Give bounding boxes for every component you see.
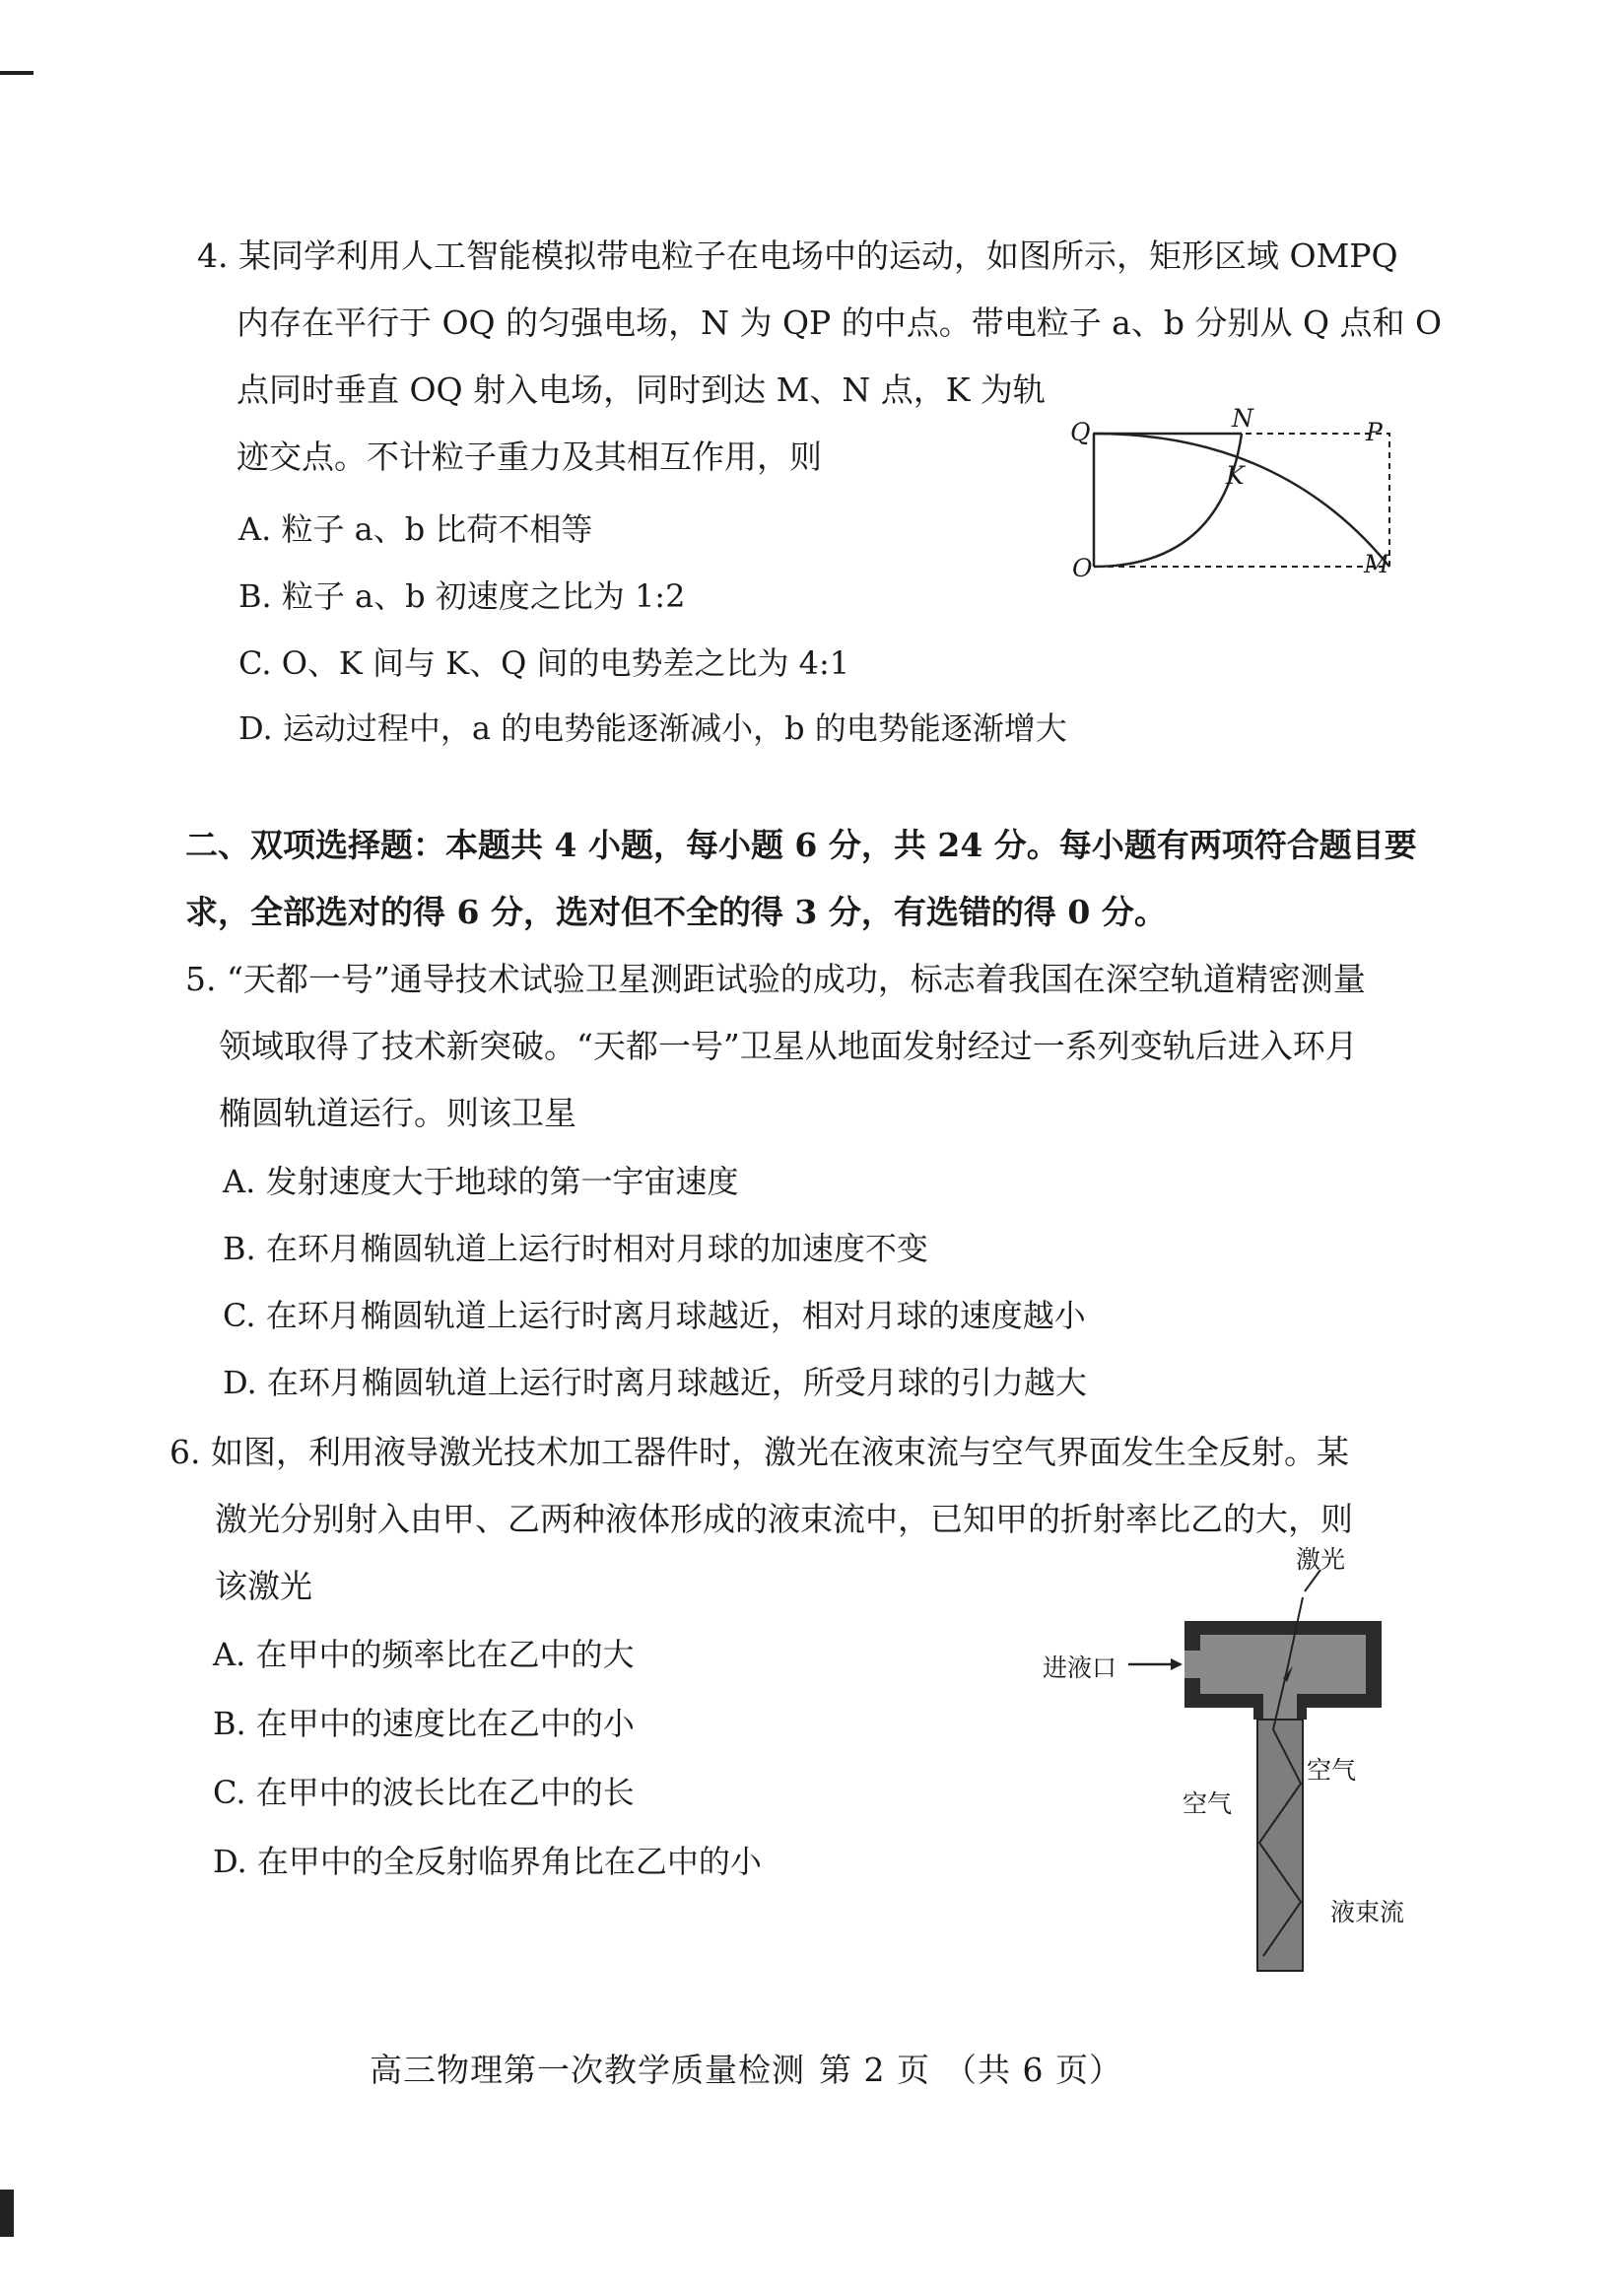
q4-option-d: D. 运动过程中，a 的电势能逐渐减小，b 的电势能逐渐增大 bbox=[238, 709, 1067, 747]
q4-option-a: A. 粒子 a、b 比荷不相等 bbox=[238, 510, 593, 548]
footer-title: 高三物理第一次教学质量检测 bbox=[370, 2051, 805, 2089]
q6-figure bbox=[1035, 1545, 1449, 1986]
q6-line-3: 该激光 bbox=[215, 1567, 312, 1605]
q5-option-a: A. 发射速度大于地球的第一宇宙速度 bbox=[223, 1163, 739, 1200]
label-laser: 激光 bbox=[1296, 1545, 1346, 1574]
q5-option-b: B. 在环月椭圆轨道上运行时相对月球的加速度不变 bbox=[223, 1230, 928, 1267]
q6-option-a: A. 在甲中的频率比在乙中的大 bbox=[213, 1636, 635, 1673]
label-q: Q bbox=[1070, 418, 1091, 446]
q4-figure bbox=[1064, 404, 1399, 581]
label-o: O bbox=[1072, 554, 1093, 582]
footer-total: （共 6 页） bbox=[943, 2051, 1122, 2089]
label-p: P bbox=[1366, 418, 1383, 446]
q6-option-c: C. 在甲中的波长比在乙中的长 bbox=[213, 1774, 635, 1811]
scan-edge-mark bbox=[0, 2190, 14, 2237]
trajectory-a bbox=[1094, 434, 1389, 567]
q4-option-b: B. 粒子 a、b 初速度之比为 1:2 bbox=[238, 577, 686, 615]
q4-line-2: 内存在平行于 OQ 的匀强电场，N 为 QP 的中点。带电粒子 a、b 分别从 Q 点和 O bbox=[237, 304, 1443, 342]
label-k: K bbox=[1226, 461, 1245, 490]
scan-edge-mark bbox=[0, 71, 34, 75]
q4-line-4: 迹交点。不计粒子重力及其相互作用，则 bbox=[237, 438, 822, 476]
page-footer bbox=[370, 2045, 1136, 2091]
q4-option-c: C. O、K 间与 K、Q 间的电势差之比为 4:1 bbox=[238, 644, 850, 682]
q5-option-c: C. 在环月椭圆轨道上运行时离月球越近，相对月球的速度越小 bbox=[223, 1297, 1086, 1334]
q6-option-b: B. 在甲中的速度比在乙中的小 bbox=[213, 1705, 635, 1742]
label-air-left: 空气 bbox=[1183, 1789, 1233, 1818]
footer-page: 第 2 页 bbox=[819, 2051, 930, 2089]
label-n: N bbox=[1232, 404, 1253, 433]
q5-option-d: D. 在环月椭圆轨道上运行时离月球越近，所受月球的引力越大 bbox=[223, 1364, 1087, 1401]
label-inlet: 进液口 bbox=[1043, 1653, 1117, 1682]
q6-option-d: D. 在甲中的全反射临界角比在乙中的小 bbox=[213, 1843, 762, 1880]
q5-line-1: 5. “天都一号”通导技术试验卫星测距试验的成功，标志着我国在深空轨道精密测量 bbox=[185, 960, 1366, 998]
q6-line-2: 激光分别射入由甲、乙两种液体形成的液束流中，已知甲的折射率比乙的大，则 bbox=[215, 1500, 1353, 1538]
q4-line-3: 点同时垂直 OQ 射入电场，同时到达 M、N 点，K 为轨 bbox=[237, 371, 1046, 409]
section-2-heading: 二、双项选择题：本题共 4 小题，每小题 6 分，共 24 分。每小题有两项符合题目要 bbox=[185, 826, 1417, 864]
q4-line-1: 4. 某同学利用人工智能模拟带电粒子在电场中的运动，如图所示，矩形区域 OMPQ bbox=[197, 236, 1398, 275]
q6-line-1: 6. 如图，利用液导激光技术加工器件时，激光在液束流与空气界面发生全反射。某 bbox=[169, 1433, 1349, 1471]
label-m: M bbox=[1364, 550, 1389, 578]
section-2-heading-cont: 求，全部选对的得 6 分，选对但不全的得 3 分，有选错的得 0 分。 bbox=[185, 893, 1167, 931]
q5-line-2: 领域取得了技术新突破。“天都一号”卫星从地面发射经过一系列变轨后进入环月 bbox=[219, 1027, 1358, 1065]
q5-line-3: 椭圆轨道运行。则该卫星 bbox=[219, 1094, 576, 1132]
trajectory-b bbox=[1094, 434, 1242, 567]
label-liquid-jet: 液束流 bbox=[1330, 1898, 1405, 1926]
label-air-right: 空气 bbox=[1307, 1756, 1357, 1785]
